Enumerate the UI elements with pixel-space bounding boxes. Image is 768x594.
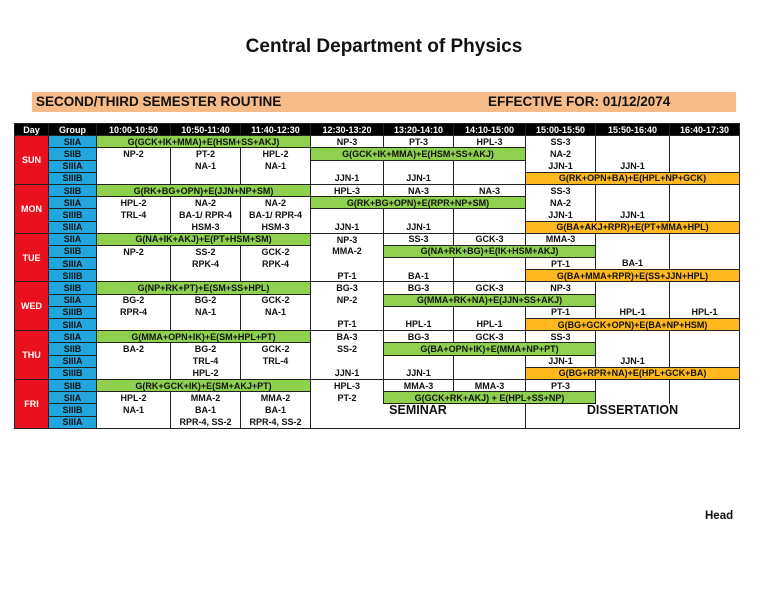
head-signature-label: Head — [705, 510, 734, 522]
col-slot-2: 10:50-11:40 — [171, 124, 241, 136]
class-cell: GCK-2 — [241, 294, 311, 306]
group-class-cell: G(RK+BG+OPN)+E(JJN+NP+SM) — [97, 184, 311, 196]
col-slot-1: 10:00-10:50 — [97, 124, 171, 136]
empty-cell — [670, 379, 740, 391]
class-cell: MMA-3 — [454, 379, 526, 391]
class-cell: JJN-1 — [311, 367, 384, 379]
class-cell: BA-3 — [311, 331, 384, 343]
empty-cell — [311, 209, 384, 221]
group-class-cell: G(RK+OPN+BA)+E(HPL+NP+GCK) — [526, 172, 740, 184]
routine-table — [14, 123, 740, 429]
group-cell: SIIIB — [49, 306, 97, 318]
class-cell: JJN-1 — [384, 367, 454, 379]
table-row — [15, 233, 740, 245]
class-cell: SS-3 — [384, 233, 454, 245]
class-cell: MMA-2 — [241, 392, 311, 404]
col-slot-3: 11:40-12:30 — [241, 124, 311, 136]
group-class-cell: G(MMA+RK+NA)+E(JJN+SS+AKJ) — [384, 294, 596, 306]
effective-date: EFFECTIVE FOR: 01/12/2074 — [488, 94, 671, 109]
empty-cell — [596, 148, 670, 160]
class-cell: NP-3 — [311, 136, 384, 148]
class-cell: NA-3 — [454, 184, 526, 196]
class-cell: RPR-4, SS-2 — [171, 416, 241, 428]
class-cell: HSM-3 — [241, 221, 311, 233]
group-cell: SIIA — [49, 136, 97, 148]
class-cell: RPK-4 — [171, 258, 241, 270]
class-cell: BG-3 — [384, 331, 454, 343]
class-cell: NA-1 — [97, 404, 171, 416]
group-class-cell: G(GCK+RK+AKJ) + E(HPL+SS+NP) — [384, 392, 596, 404]
empty-cell — [670, 245, 740, 257]
group-cell: SIIIA — [49, 160, 97, 172]
table-row — [15, 294, 740, 306]
class-cell: HPL-1 — [454, 319, 526, 331]
class-cell: HPL-3 — [311, 379, 384, 391]
empty-cell — [670, 184, 740, 196]
table-row — [15, 197, 740, 209]
class-cell: HPL-2 — [97, 197, 171, 209]
group-cell: SIIIB — [49, 172, 97, 184]
group-cell: SIIA — [49, 294, 97, 306]
seminar-cell: SEMINAR — [311, 404, 526, 416]
class-cell: JJN-1 — [526, 209, 596, 221]
empty-cell — [454, 221, 526, 233]
empty-cell — [97, 160, 171, 172]
col-day: Day — [15, 124, 49, 136]
group-class-cell: G(NA+IK+AKJ)+E(PT+HSM+SM) — [97, 233, 311, 245]
class-cell: BG-3 — [384, 282, 454, 294]
class-cell: HPL-2 — [97, 392, 171, 404]
group-cell: SIIIA — [49, 319, 97, 331]
empty-cell — [384, 209, 454, 221]
empty-cell — [670, 258, 740, 270]
empty-cell — [311, 355, 384, 367]
class-cell: JJN-1 — [596, 355, 670, 367]
group-cell: SIIA — [49, 197, 97, 209]
class-cell: NA-2 — [526, 197, 596, 209]
empty-cell — [454, 172, 526, 184]
col-slot-8: 15:50-16:40 — [596, 124, 670, 136]
empty-cell — [384, 160, 454, 172]
group-class-cell: G(BA+AKJ+RPR)+E(PT+MMA+HPL) — [526, 221, 740, 233]
class-cell: MMA-3 — [384, 379, 454, 391]
class-cell: BA-1/ RPR-4 — [171, 209, 241, 221]
class-cell: JJN-1 — [526, 355, 596, 367]
page-title: Central Department of Physics — [245, 36, 523, 57]
group-cell: SIIB — [49, 343, 97, 355]
group-cell: SIIB — [49, 184, 97, 196]
class-cell: BG-2 — [171, 343, 241, 355]
group-cell: SIIIB — [49, 367, 97, 379]
class-cell: SS-3 — [526, 136, 596, 148]
group-cell: SIIIA — [49, 416, 97, 428]
empty-cell — [97, 258, 171, 270]
empty-cell — [311, 416, 526, 428]
class-cell: NA-1 — [241, 160, 311, 172]
group-class-cell: G(NA+RK+BG)+E(IK+HSM+AKJ) — [384, 245, 596, 257]
group-class-cell: G(RK+GCK+IK)+E(SM+AKJ+PT) — [97, 379, 311, 391]
empty-cell — [596, 136, 670, 148]
group-cell: SIIIA — [49, 355, 97, 367]
empty-cell — [384, 306, 454, 318]
class-cell: NP-2 — [97, 245, 171, 257]
class-cell: NA-2 — [171, 197, 241, 209]
class-cell: MMA-2 — [311, 245, 384, 257]
empty-cell — [670, 331, 740, 343]
class-cell: BA-1 — [171, 404, 241, 416]
empty-cell — [97, 416, 171, 428]
empty-cell — [171, 270, 241, 282]
empty-cell — [596, 331, 670, 343]
class-cell: GCK-2 — [241, 245, 311, 257]
group-class-cell: G(BA+MMA+RPR)+E(SS+JJN+HPL) — [526, 270, 740, 282]
group-class-cell: G(BG+GCK+OPN)+E(BA+NP+HSM) — [526, 319, 740, 331]
class-cell: TRL-4 — [241, 355, 311, 367]
class-cell: JJN-1 — [384, 221, 454, 233]
class-cell: JJN-1 — [311, 221, 384, 233]
class-cell: JJN-1 — [596, 209, 670, 221]
table-row — [15, 392, 740, 404]
day-sun: SUN — [15, 136, 49, 185]
table-row — [15, 148, 740, 160]
class-cell: BA-1 — [384, 270, 454, 282]
class-cell: NA-3 — [384, 184, 454, 196]
group-cell: SIIIB — [49, 404, 97, 416]
day-tue: TUE — [15, 233, 49, 282]
class-cell: TRL-4 — [97, 209, 171, 221]
col-slot-6: 14:10-15:00 — [454, 124, 526, 136]
class-cell: SS-2 — [311, 343, 384, 355]
class-cell: SS-2 — [171, 245, 241, 257]
empty-cell — [311, 306, 384, 318]
empty-cell — [596, 294, 670, 306]
class-cell: NA-1 — [171, 160, 241, 172]
table-row — [15, 379, 740, 391]
class-cell: HPL-1 — [596, 306, 670, 318]
class-cell: MMA-3 — [526, 233, 596, 245]
table-row — [15, 282, 740, 294]
group-class-cell: G(GCK+IK+MMA)+E(HSM+SS+AKJ) — [97, 136, 311, 148]
empty-cell — [241, 367, 311, 379]
class-cell: RPR-4 — [97, 306, 171, 318]
empty-cell — [596, 282, 670, 294]
class-cell: GCK-3 — [454, 331, 526, 343]
table-row — [15, 160, 740, 172]
empty-cell — [670, 343, 740, 355]
empty-cell — [384, 355, 454, 367]
class-cell: RPR-4, SS-2 — [241, 416, 311, 428]
empty-cell — [171, 172, 241, 184]
class-cell: PT-1 — [311, 270, 384, 282]
col-slot-4: 12:30-13:20 — [311, 124, 384, 136]
class-cell: NP-2 — [311, 294, 384, 306]
class-cell: PT-1 — [526, 258, 596, 270]
group-cell: SIIIA — [49, 221, 97, 233]
header-row — [15, 124, 740, 136]
table-row — [15, 343, 740, 355]
group-cell: SIIA — [49, 331, 97, 343]
empty-cell — [670, 148, 740, 160]
empty-cell — [241, 319, 311, 331]
group-class-cell: G(RK+BG+OPN)+E(RPR+NP+SM) — [311, 197, 526, 209]
class-cell: BA-1/ RPR-4 — [241, 209, 311, 221]
table-row — [15, 270, 740, 282]
empty-cell — [241, 270, 311, 282]
empty-cell — [171, 319, 241, 331]
table-row — [15, 209, 740, 221]
class-cell: PT-3 — [526, 379, 596, 391]
class-cell: HPL-2 — [171, 367, 241, 379]
empty-cell — [454, 367, 526, 379]
group-cell: SIIA — [49, 233, 97, 245]
empty-cell — [97, 367, 171, 379]
class-cell: NP-3 — [311, 233, 384, 245]
class-cell: BG-2 — [97, 294, 171, 306]
empty-cell — [97, 221, 171, 233]
empty-cell — [670, 160, 740, 172]
day-thu: THU — [15, 331, 49, 380]
empty-cell — [670, 282, 740, 294]
class-cell: JJN-1 — [596, 160, 670, 172]
class-cell: NP-2 — [97, 148, 171, 160]
routine-banner — [32, 92, 736, 112]
day-wed: WED — [15, 282, 49, 331]
day-mon: MON — [15, 184, 49, 233]
class-cell: NP-3 — [526, 282, 596, 294]
empty-cell — [526, 416, 740, 428]
class-cell: BA-2 — [97, 343, 171, 355]
empty-cell — [97, 270, 171, 282]
empty-cell — [454, 270, 526, 282]
table-row — [15, 136, 740, 148]
class-cell: RPK-4 — [241, 258, 311, 270]
dissertation-cell: DISSERTATION — [526, 404, 740, 416]
table-row — [15, 306, 740, 318]
table-row — [15, 367, 740, 379]
group-cell: SIIA — [49, 392, 97, 404]
empty-cell — [454, 160, 526, 172]
empty-cell — [596, 245, 670, 257]
class-cell: HPL-1 — [670, 306, 740, 318]
table-row — [15, 221, 740, 233]
empty-cell — [454, 258, 526, 270]
empty-cell — [454, 306, 526, 318]
class-cell: BA-1 — [241, 404, 311, 416]
group-class-cell: G(MMA+OPN+IK)+E(SM+HPL+PT) — [97, 331, 311, 343]
semester-label: SECOND/THIRD SEMESTER ROUTINE — [36, 94, 282, 109]
table-row — [15, 258, 740, 270]
table-row — [15, 245, 740, 257]
class-cell: HPL-3 — [454, 136, 526, 148]
empty-cell — [596, 379, 670, 391]
empty-cell — [670, 355, 740, 367]
table-row — [15, 319, 740, 331]
empty-cell — [670, 197, 740, 209]
group-class-cell: G(NP+RK+PT)+E(SM+SS+HPL) — [97, 282, 311, 294]
group-cell: SIIIB — [49, 270, 97, 282]
class-cell: GCK-3 — [454, 282, 526, 294]
class-cell: HPL-2 — [241, 148, 311, 160]
group-cell: SIIIA — [49, 258, 97, 270]
empty-cell — [670, 294, 740, 306]
class-cell: TRL-4 — [171, 355, 241, 367]
day-fri: FRI — [15, 379, 49, 428]
class-cell: NA-1 — [241, 306, 311, 318]
empty-cell — [97, 319, 171, 331]
table-row — [15, 184, 740, 196]
empty-cell — [670, 136, 740, 148]
col-slot-5: 13:20-14:10 — [384, 124, 454, 136]
class-cell: BA-1 — [596, 258, 670, 270]
class-cell: SS-3 — [526, 331, 596, 343]
class-cell: JJN-1 — [526, 160, 596, 172]
col-slot-7: 15:00-15:50 — [526, 124, 596, 136]
class-cell: GCK-3 — [454, 233, 526, 245]
empty-cell — [384, 258, 454, 270]
group-class-cell: G(GCK+IK+MMA)+E(HSM+SS+AKJ) — [311, 148, 526, 160]
empty-cell — [596, 233, 670, 245]
class-cell: BG-3 — [311, 282, 384, 294]
group-class-cell: G(BA+OPN+IK)+E(MMA+NP+PT) — [384, 343, 596, 355]
table-row — [15, 331, 740, 343]
class-cell: HSM-3 — [171, 221, 241, 233]
class-cell: HPL-1 — [384, 319, 454, 331]
group-cell: SIIB — [49, 245, 97, 257]
group-class-cell: G(BG+RPR+NA)+E(HPL+GCK+BA) — [526, 367, 740, 379]
empty-cell — [454, 209, 526, 221]
empty-cell — [596, 392, 670, 404]
group-cell: SIIB — [49, 148, 97, 160]
table-row — [15, 172, 740, 184]
empty-cell — [97, 355, 171, 367]
class-cell: BG-2 — [171, 294, 241, 306]
empty-cell — [454, 355, 526, 367]
empty-cell — [670, 392, 740, 404]
group-cell: SIIB — [49, 379, 97, 391]
class-cell: MMA-2 — [171, 392, 241, 404]
class-cell: HPL-3 — [311, 184, 384, 196]
class-cell: PT-1 — [526, 306, 596, 318]
col-slot-9: 16:40-17:30 — [670, 124, 740, 136]
group-cell: SIIIB — [49, 209, 97, 221]
class-cell: GCK-2 — [241, 343, 311, 355]
empty-cell — [670, 209, 740, 221]
class-cell: PT-1 — [311, 319, 384, 331]
empty-cell — [670, 233, 740, 245]
class-cell: PT-2 — [171, 148, 241, 160]
class-cell: PT-2 — [311, 392, 384, 404]
empty-cell — [596, 343, 670, 355]
class-cell: NA-2 — [241, 197, 311, 209]
empty-cell — [596, 197, 670, 209]
class-cell: SS-3 — [526, 184, 596, 196]
empty-cell — [241, 172, 311, 184]
group-cell: SIIB — [49, 282, 97, 294]
table-row — [15, 404, 740, 416]
empty-cell — [596, 184, 670, 196]
class-cell: JJN-1 — [384, 172, 454, 184]
class-cell: NA-2 — [526, 148, 596, 160]
empty-cell — [311, 160, 384, 172]
table-row — [15, 355, 740, 367]
table-row — [15, 416, 740, 428]
col-group: Group — [49, 124, 97, 136]
empty-cell — [97, 172, 171, 184]
class-cell: JJN-1 — [311, 172, 384, 184]
class-cell: PT-3 — [384, 136, 454, 148]
class-cell: NA-1 — [171, 306, 241, 318]
empty-cell — [311, 258, 384, 270]
